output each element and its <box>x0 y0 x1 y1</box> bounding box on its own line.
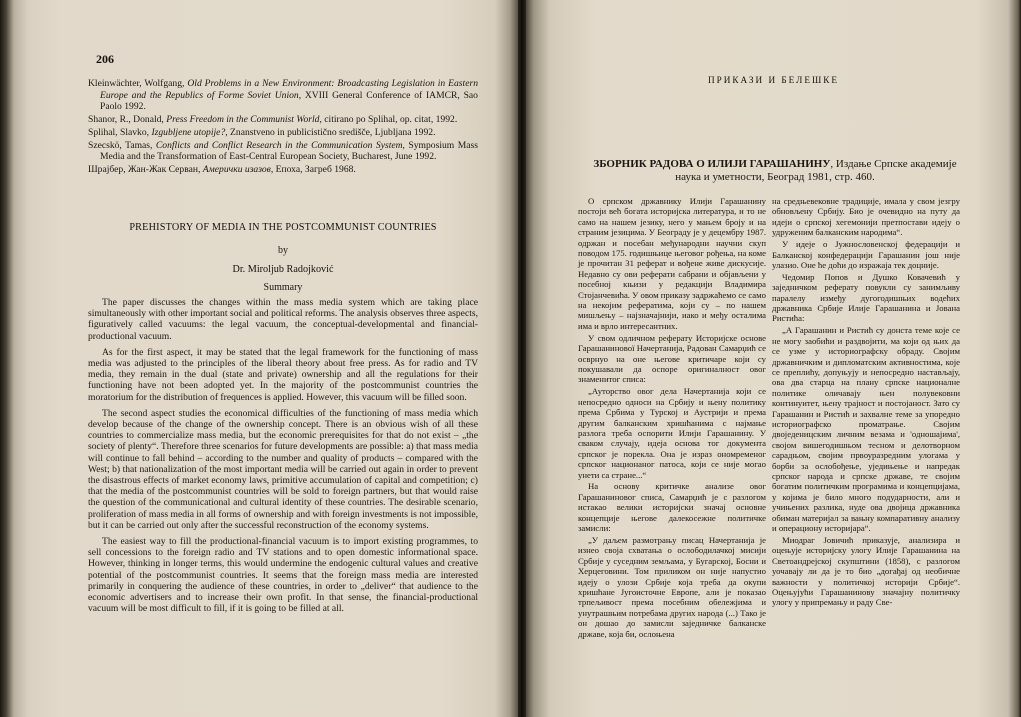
reference-author: Шрајбер, Жан-Жак Серван, <box>88 163 203 175</box>
review-quote: „У даљем размотрању писац Начертанија је изнео своја схватања о ослободилачкој мисији Србије у суседним земљама, у Бугарској, Босни и Херцеговини. Том приликом он није напустио идеју о улози Србије која треба да окупи хришћане Југоисточне Европе, али је показао трпељивост према посебним обележјима и унутрашњим потребама других народа (...) Тако је он дошао до замисли заједничке балканске државе, која би, ослоњена <box>578 535 766 639</box>
review-paragraph: Чедомир Попов и Душко Ковачевић у заједничком реферату повукли су занимљиву паралелу између дугогодишњих водећих државника Србије Илије Гарашанина и Јована Ристића: <box>772 271 960 324</box>
reference-details: , Znanstveno in publicistično središče, Ljubljana 1992. <box>225 126 436 138</box>
review-title-main: ЗБОРНИК РАДОВА О ИЛИЈИ ГАРАШАНИНУ <box>593 158 831 170</box>
review-column-left <box>578 196 766 641</box>
summary-body <box>88 297 478 619</box>
reference-entry <box>88 78 478 113</box>
book-gutter <box>518 0 526 717</box>
reference-details: , Symposium Mass Media and the Transformation of East-Central European Society, Bucharest, June 1992. <box>100 139 478 163</box>
reference-entry <box>88 164 478 176</box>
summary-paragraph: The paper discusses the changes within the mass media system which are taking place simultaneously with other important social and political reforms. The analysis observes three aspects, figuratively called vacuums: the legal vacuum, the conceptual-developmental and financial-productional vacuum. <box>88 297 478 342</box>
reference-title: Izgubljene utopije? <box>151 126 226 138</box>
reference-title: Амерички изазов <box>202 163 271 175</box>
review-quote-continued: на средњевековне традиције, имала у свом језгру обновљену Србију. Био је очевидно на путу да идеји о српској хегемонији претпостави идеју о удруженим балканским народима“. <box>772 196 960 238</box>
review-quote: „Ауторство овог дела Начертанија који се непосредно односи на Србију и њену политику према Србима у Турској и Аустрији и према другим балканским хришћанима с најмање разлога треба оспорити Илији Гарашанину. У сваком случају, идеја основа тог документа српског је порекла. Она је израз ономременог српског национаног патоса, који се није могао унети са стране...“ <box>578 386 766 480</box>
reference-title: Press Freedom in the Communist World <box>166 113 320 125</box>
review-title-details: , Издање Српске академије наука и уметности, Београд 1981, стр. 460. <box>675 158 957 183</box>
reference-details: , citirano po Splihal, op. citat, 1992. <box>319 113 458 125</box>
article-author: Dr. Miroljub Radojković <box>232 264 334 275</box>
review-column-right <box>772 196 960 609</box>
reference-author: Kleinwächter, Wolfgang, <box>88 78 188 89</box>
reference-details: , Епоха, Загреб 1968. <box>270 163 356 175</box>
reference-title: Conflicts and Conflict Research in the Communication System <box>155 139 403 151</box>
page-number: 206 <box>96 52 114 66</box>
reference-list <box>88 78 478 177</box>
review-paragraph: О српском државнику Илији Гарашанину постоји већ богата историјска литература, и то не само на нашем језику, него у мањем броју и на страним језицима. У Београду је у децембру 1987. одржан и посебан међународни научни скуп поводом 175. годишњице његовог рођења, на коме је прочитан 31 реферат и вођене живе дискусије. Недавно су ови реферати сабрани и објављени у посебној књизи у редакцији Владимира Стојанчевића. У овом приказу задржаћемо се само на некојим рефератима, који су – по нашем мишљењу – најзначајнији, иако и међу осталима има и врло интересантних. <box>578 196 766 331</box>
reference-details: , XVIII General Conference of IAMCR, Sao Paolo 1992. <box>100 89 478 113</box>
reference-entry <box>88 127 478 139</box>
review-title <box>580 158 970 184</box>
summary-paragraph: The second aspect studies the economical difficulties of the functioning of mass media which develop because of the change of the ownership concept. There is an obvious wish of all these countries to commercialize mass media, but the economic prerequisites for that do not exist – „the society of plenty“. Therefore three scenarios for future developments are possible: a) that mass media will continue to fall behind – according to the number and quality of products – compared with the West; b) that nationalization of the most important media will be carried out again in order to prevent the disastrous effects of market economy laws, primitive accumulation of capital and competition; c) that the media of the postcommunist countries will be sold to foreign partners, but that would raise the question of the communicational and cultural identity of these countries. The desirable scenario, proliferation of mass media in all forms of ownership and with foreign investments is not impossible, but it can be carried out only after the successful reconstruction of the economy systems. <box>88 407 478 531</box>
review-paragraph: Миодраг Јовичић приказује, анализира и оцењује историјску улогу Илије Гарашанина на Светоандрејској скупштини (1858), с разлогом уочавају ли да је то био „догађај од необичне важности у политичкој историји Србије“. Оцењујући Гарашанинову значајну политичку улогу у припремању и раду Све- <box>772 535 960 608</box>
summary-heading: Summary <box>263 282 303 293</box>
running-head: ПРИКАЗИ И БЕЛЕШКЕ <box>708 75 839 85</box>
reference-author: Splihal, Slavko, <box>88 126 152 138</box>
byline-by: by <box>278 245 288 256</box>
reference-entry <box>88 140 478 163</box>
reference-author: Szecskö, Tamas, <box>88 139 156 151</box>
summary-paragraph: The easiest way to fill the productional-financial vacuum is to import existing programmes, to sell concessions to the foreign radio and TV stations and to open domestic informational space. However, thinking in longer terms, this would undermine the endogenic cultural values and creative potential of the postcommunist countries. It seems that the foreign mass media are interested primarily in conquering the audience of these countries, in order to „deliver“ that audience to the economic advertisers and to increase their own profit. In that sense, the financial-productional vacuum will be most difficult to fill, if it is going to be filled at all. <box>88 536 478 615</box>
review-paragraph: На основу критичке анализе овог Гарашаниновог списа, Самарџић је с разлогом истакао велики историјски значај основне концепције његове далекосежне политичке замисли: <box>578 481 766 534</box>
review-paragraph: У свом одличном реферату Историјске основе Гарашанинової Начертанија, Радован Самарџић се осврнуо на оне његове критичаре који су покушавали да оспоре оригиналност овог знаменитог списа: <box>578 332 766 385</box>
reference-entry <box>88 114 478 126</box>
review-paragraph: У идеје о Јужнословенској федерацији и Балканској конфедерацији Гарашанин још није улазио. Оне ће доћи до изражаја тек доцније. <box>772 239 960 270</box>
reference-title: Old Problems in a New Environment: Broadcasting Legislation in Eastern Europe and the Republics of Forme Soviet Union <box>100 78 478 101</box>
article-title: PREHISTORY OF MEDIA IN THE POSTCOMMUNIST COUNTRIES <box>129 222 437 233</box>
summary-paragraph: As for the first aspect, it may be stated that the legal framework for the functioning of mass media was adjusted to the principles of the liberal theory about free press. As for radio and TV media, they remain in the dual (state and private) ownership and all the regulations for their functioning have not been adopted yet. In the majority of the postcommunist countries the moratorium for the distribution of frequences is applied. However, this vacuum will be filled soon. <box>88 346 478 403</box>
reference-author: Shanor, R., Donald, <box>88 113 167 125</box>
review-quote: „А Гарашанин и Ристић су донста теме које се не могу заобићи и раздвојити, ма који од њих да се узме у историографску обраду. Својим државничким и дипломатским активностима, које се преплићу, допуњују и непосредно настављају, ова два старца на плану српске националне политике оличавају њен полувековни континуитет, њену трајност и постојаност. Зато су Гарашанин и Ристић и захвалне теме за упоредно историографско проматрање. Својим двоједеницским личним везама и 'однoшајима', својом вишегодишњом тесном и делотворном сарадњом, својим првоуразредним улогама у борби за ослобођење, уједињење и напредак српског народа и српске државе, те својим богатим политичким програмима и концепцијама, у којима је било много подударности, али и учињених разлика, нуде ова двојица државника обиман материјал за вањну компаративну анализу и операциону историјара“. <box>772 325 960 534</box>
